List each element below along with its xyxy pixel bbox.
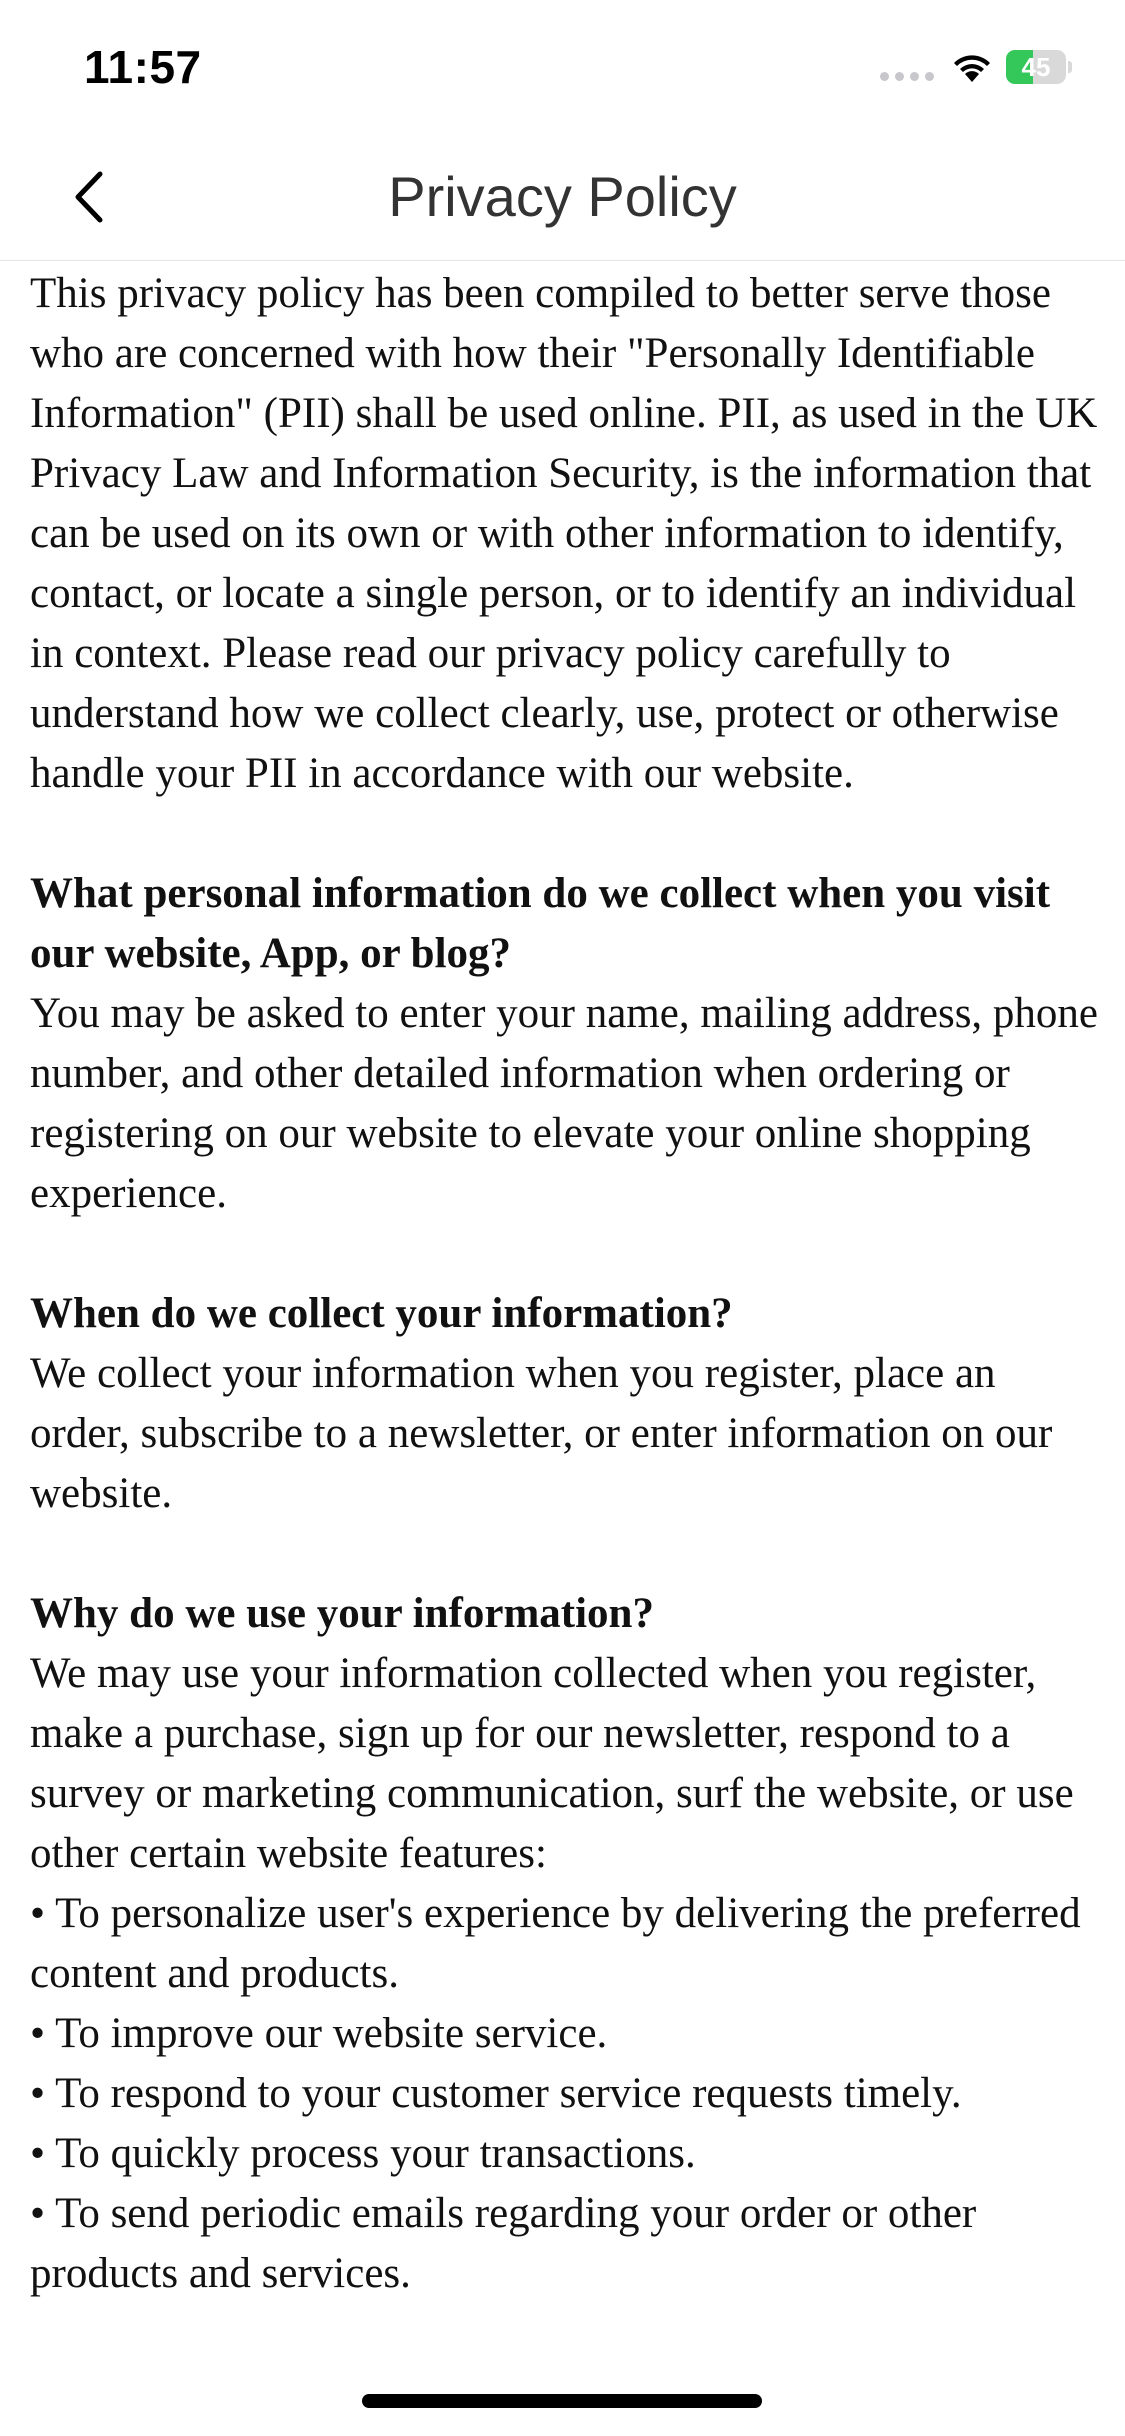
policy-section-collect [30, 864, 1100, 1224]
section-body: We may use your information collected when you register, make a purchase, sign up for our newsletter, respond to a survey or marketing communication, surf the website, or use other certain website features: [30, 1650, 1074, 1877]
status-time: 11:57 [84, 41, 202, 93]
policy-section-why [30, 1584, 1100, 2304]
policy-content[interactable] [30, 264, 1100, 2304]
status-bar [0, 0, 1125, 132]
list-item: • To send periodic emails regarding your order or other products and services. [30, 2184, 1100, 2304]
wifi-icon [950, 50, 994, 84]
section-heading: What personal information do we collect when you visit our website, App, or blog? [30, 870, 1051, 977]
section-body: We collect your information when you register, place an order, subscribe to a newsletter, or enter information on our website. [30, 1350, 1053, 1517]
section-heading: When do we collect your information? [30, 1290, 733, 1337]
list-item: • To quickly process your transactions. [30, 2124, 1100, 2184]
cellular-signal-icon [880, 72, 934, 81]
navigation-bar [0, 132, 1125, 261]
policy-section-when [30, 1284, 1100, 1524]
home-indicator[interactable] [362, 2394, 762, 2408]
bullet-list [30, 1884, 1100, 2304]
policy-intro: This privacy policy has been compiled to better serve those who are concerned with how their "Personally Identifiable Information" (PII) shall be used online. PII, as used in the UK Privacy Law and Information Security, is the information that can be used on its own or with other information to identify, contact, or locate a single person, or to identify an individual in context. Please read our privacy policy carefully to understand how we collect clearly, use, protect or otherwise handle your PII in accordance with our website. [30, 270, 1098, 797]
list-item: • To respond to your customer service requests timely. [30, 2064, 1100, 2124]
battery-icon [1006, 50, 1072, 84]
list-item: • To personalize user's experience by delivering the preferred content and products. [30, 1884, 1100, 2004]
battery-level: 45 [1021, 52, 1051, 82]
list-item: • To improve our website service. [30, 2004, 1100, 2064]
section-body: You may be asked to enter your name, mailing address, phone number, and other detailed information when ordering or registering on our website to elevate your online shopping experience. [30, 990, 1099, 1217]
page-title: Privacy Policy [388, 165, 737, 228]
section-heading: Why do we use your information? [30, 1590, 654, 1637]
